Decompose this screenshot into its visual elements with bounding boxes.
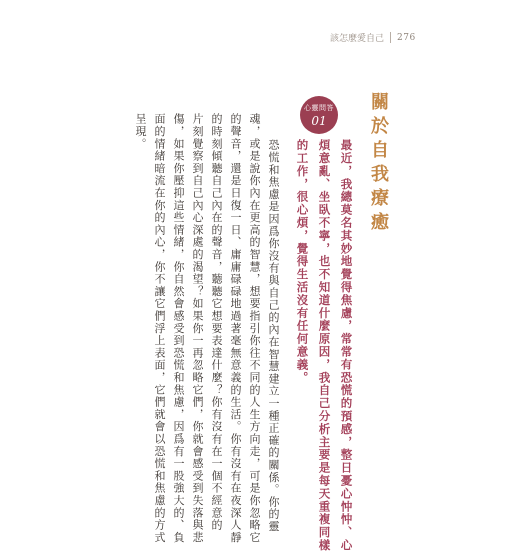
running-title: 該怎麼愛自己: [330, 34, 385, 44]
answer-line: 恐慌和焦慮是因爲你沒有與自己的內在智慧建立一種正確的關係。你的靈: [267, 139, 280, 533]
answer-line: 的時刻傾聽自己內在的聲音，聽聽它想要表達什麼？你有沒有在一個不經意的: [210, 113, 223, 532]
running-header: [330, 31, 416, 44]
question-badge: [300, 96, 338, 134]
section-title: 關於自我療癒: [368, 92, 389, 236]
answer-line: 片刻覺察到自己內心深處的渴望？如果你一再忽略它們，你就會感受到失落與悲: [191, 113, 204, 544]
answer-line: 的聲音，還是日復一日、庸庸碌碌地過著毫無意義的生活。你有沒有在夜深人靜: [229, 113, 242, 544]
answer-line: 傷，如果你壓抑這些情緒，你自然會感受到恐慌和焦慮，因爲有一股強大的、負: [172, 113, 185, 544]
answer-line: 魂，或是說你內在更高的智慧，想要指引你往不同的人生方向走，可是你忽略它: [248, 113, 261, 544]
question-line: 的工作，很心煩，覺得生活沒有任何意義。: [295, 139, 310, 385]
question-line: 最近，我總莫名其妙地覺得焦慮，常常有恐慌的預感，整日憂心忡忡、心: [339, 139, 354, 552]
answer-line: 呈現。: [134, 113, 147, 150]
badge-number: 01: [311, 113, 327, 128]
answer-line: 面的情緒暗流在你的內心，你不讓它們浮上表面，它們就會以恐慌和焦慮的方式: [153, 113, 166, 544]
header-divider: [390, 32, 391, 43]
question-line: 煩意亂、坐臥不寧，也不知道什麼原因，我自己分析主要是每天重複同樣: [317, 139, 332, 552]
page-number: 276: [397, 32, 416, 43]
badge-label: 心靈問答: [304, 103, 334, 112]
